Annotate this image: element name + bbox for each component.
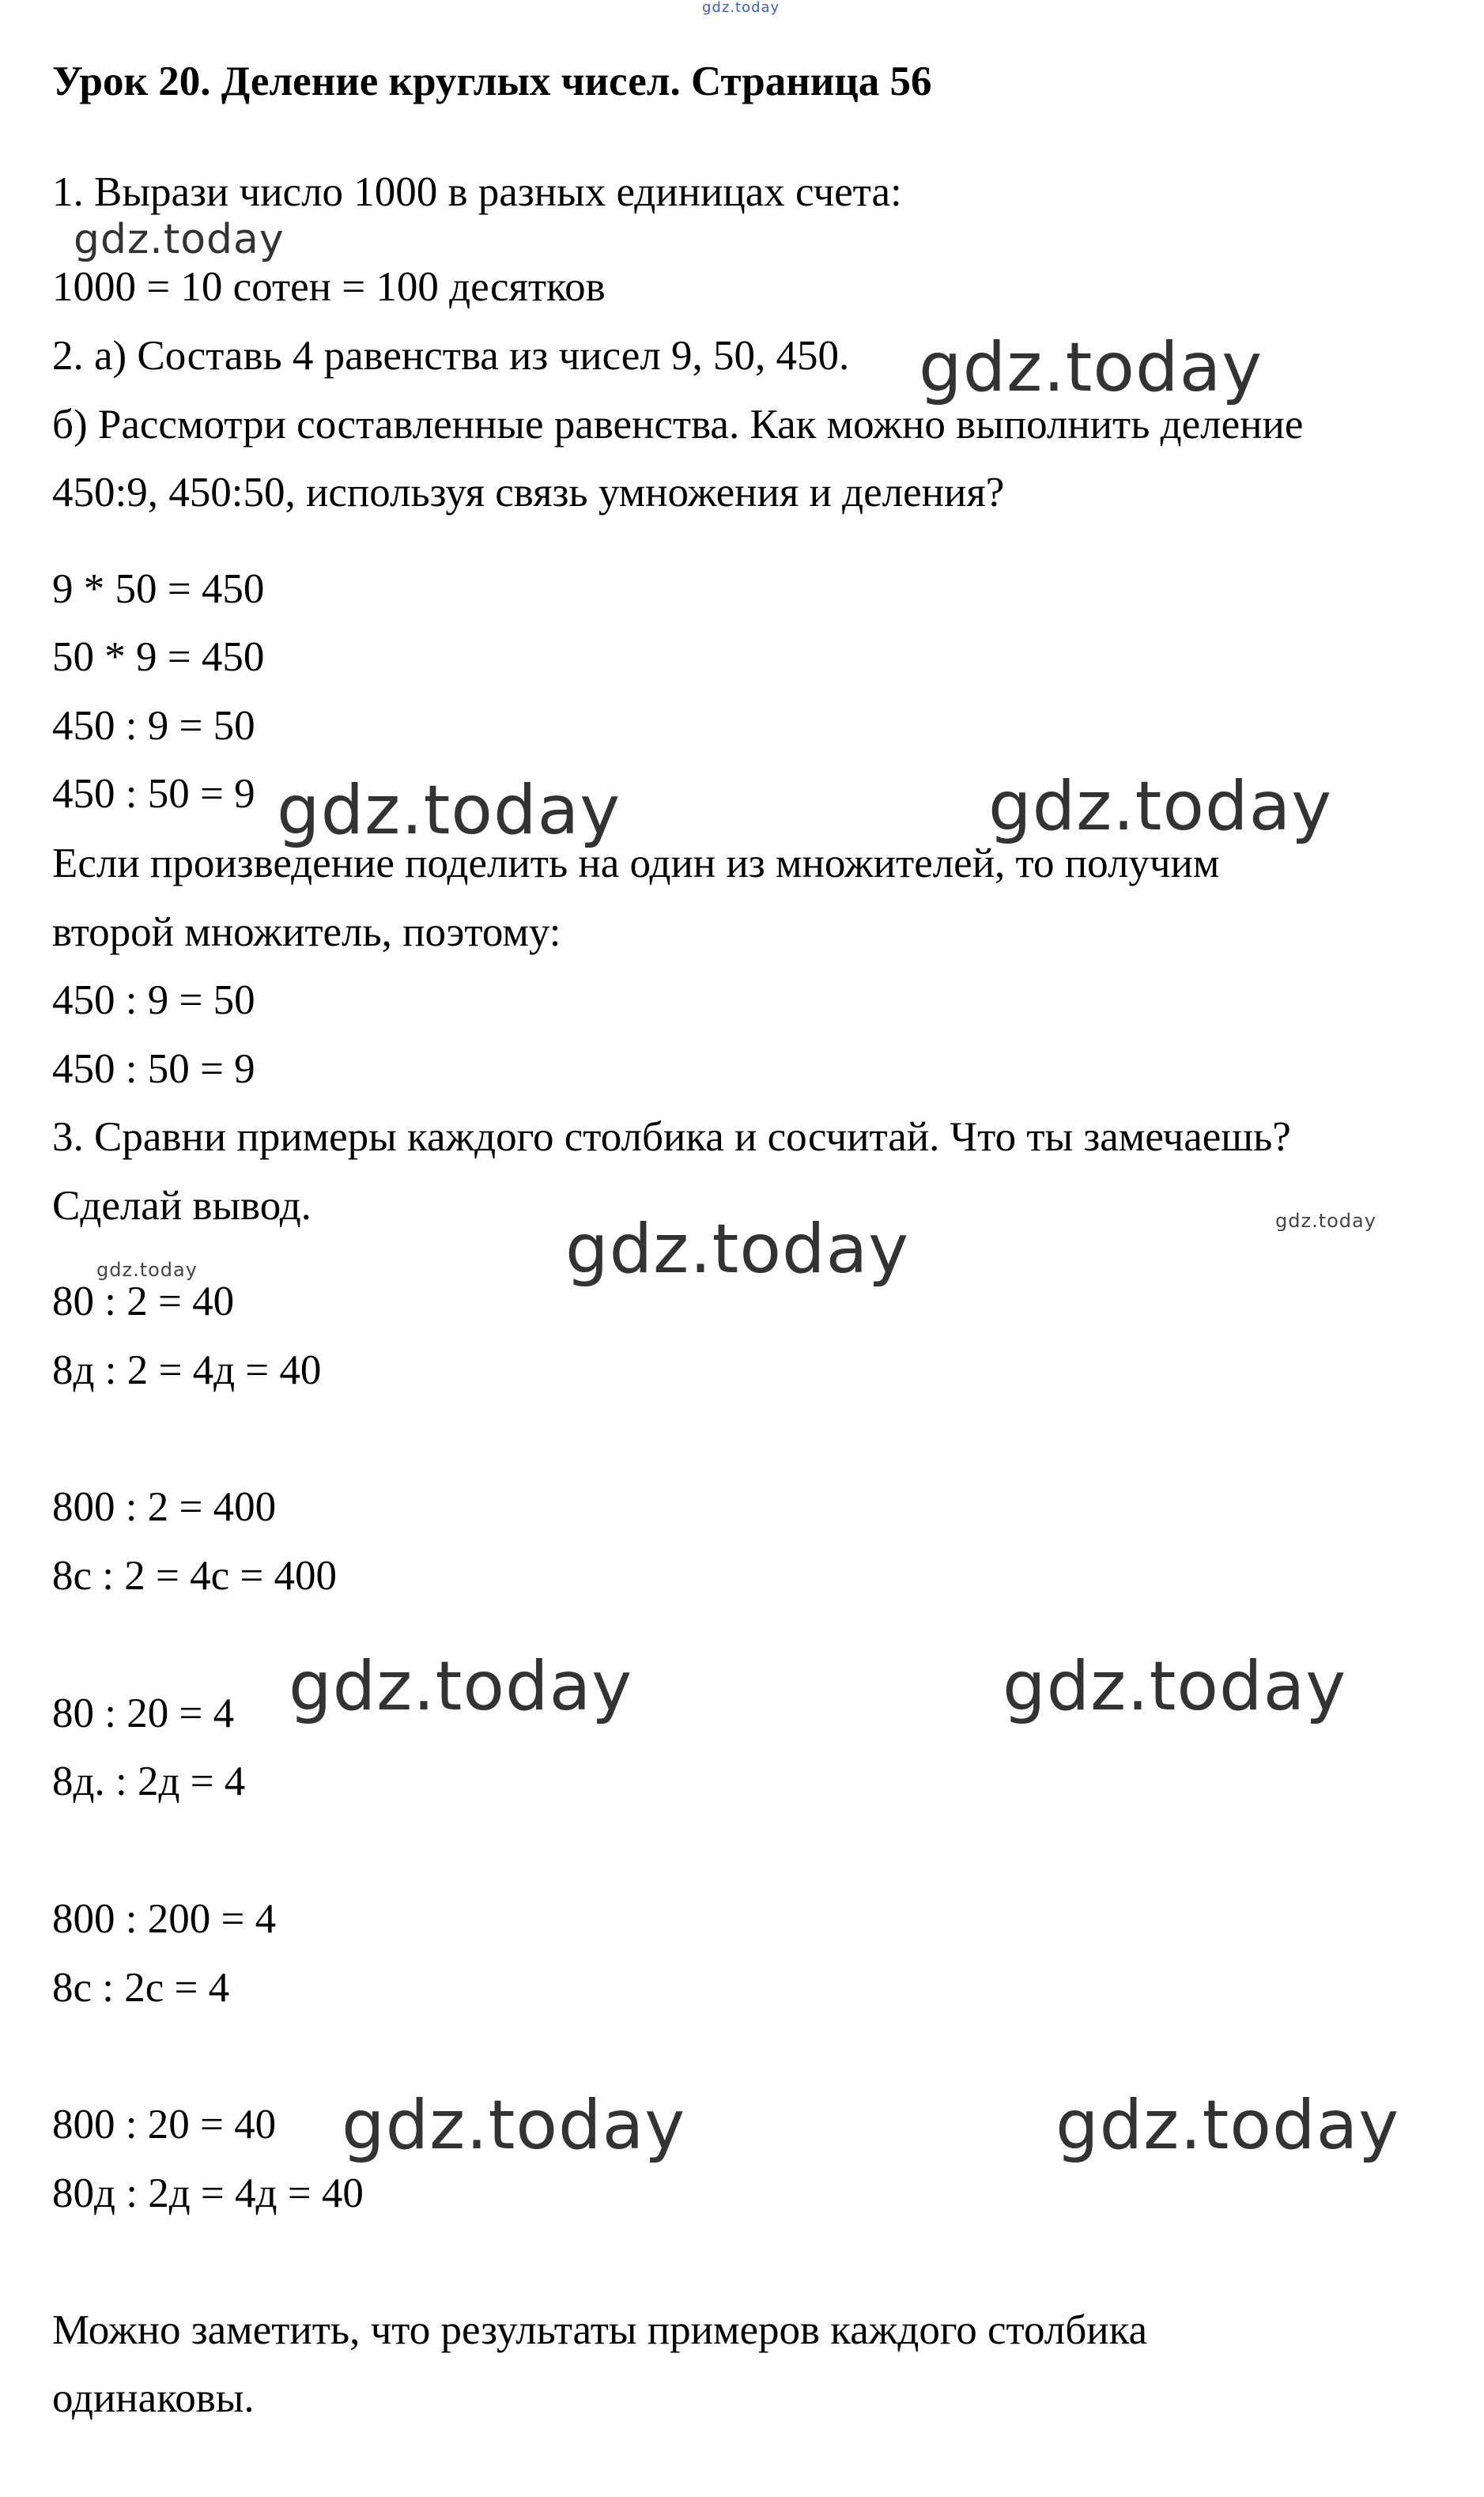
task2-equality: 50 * 9 = 450 xyxy=(52,634,265,680)
task2-result: 450 : 9 = 50 xyxy=(52,977,255,1023)
task1-answer: 1000 = 10 сотен = 100 десятков xyxy=(52,264,606,310)
watermark-task3-left: gdz.today xyxy=(96,1259,198,1281)
task2-equality: 9 * 50 = 450 xyxy=(52,566,265,612)
task2-equality: 450 : 50 = 9 xyxy=(52,771,255,817)
task2-question-b-line2: 450:9, 450:50, используя связь умножения и деления? xyxy=(52,470,1005,516)
task3-example: 800 : 20 = 40 xyxy=(52,2102,277,2148)
task2-result: 450 : 50 = 9 xyxy=(52,1046,255,1092)
task2-explanation-line1: Если произведение поделить на один из множителей, то получим xyxy=(52,841,1220,886)
task3-example: 80 : 20 = 4 xyxy=(52,1690,235,1736)
watermark-group3-right: gdz.today xyxy=(1003,1647,1347,1726)
task3-example: 800 : 200 = 4 xyxy=(52,1896,277,1942)
watermark-eq-left: gdz.today xyxy=(277,771,621,850)
task2-equality: 450 : 9 = 50 xyxy=(52,703,255,749)
watermark-task3: gdz.today xyxy=(565,1210,910,1289)
watermark-eq-right: gdz.today xyxy=(988,767,1333,846)
task1-question: 1. Вырази число 1000 в разных единицах счета: xyxy=(52,169,902,215)
task2-explanation-line2: второй множитель, поэтому: xyxy=(52,909,561,955)
task3-example: 800 : 2 = 400 xyxy=(52,1484,277,1530)
watermark-group3-left: gdz.today xyxy=(289,1647,633,1726)
task2-question-b-line1: б) Рассмотри составленные равенства. Как можно выполнить деление xyxy=(52,402,1304,448)
watermark-task2a: gdz.today xyxy=(919,328,1263,407)
task3-example: 8д : 2 = 4д = 40 xyxy=(52,1347,322,1393)
watermark-group5-right: gdz.today xyxy=(1055,2086,1400,2165)
task3-example: 8с : 2 = 4с = 400 xyxy=(52,1553,338,1599)
task3-question-line2: Сделай вывод. xyxy=(52,1183,312,1229)
watermark-task3-right: gdz.today xyxy=(1275,1210,1376,1232)
task3-question-line1: 3. Сравни примеры каждого столбика и сосчитай. Что ты замечаешь? xyxy=(52,1114,1291,1160)
task3-conclusion-line2: одинаковы. xyxy=(52,2375,255,2421)
watermark-group5-left: gdz.today xyxy=(342,2086,686,2165)
task3-conclusion-line1: Можно заметить, что результаты примеров каждого столбика xyxy=(52,2307,1148,2353)
task3-example: 80 : 2 = 40 xyxy=(52,1279,235,1324)
task3-example: 80д : 2д = 4д = 40 xyxy=(52,2170,364,2216)
task3-example: 8с : 2с = 4 xyxy=(52,1965,230,2011)
page-title: Урок 20. Деление круглых чисел. Страница 56 xyxy=(52,59,932,104)
task2-question-a: 2. а) Составь 4 равенства из чисел 9, 50, 450. xyxy=(52,333,850,379)
task3-example: 8д. : 2д = 4 xyxy=(52,1758,246,1804)
watermark-top: gdz.today xyxy=(702,0,780,16)
watermark-task1: gdz.today xyxy=(74,216,285,263)
